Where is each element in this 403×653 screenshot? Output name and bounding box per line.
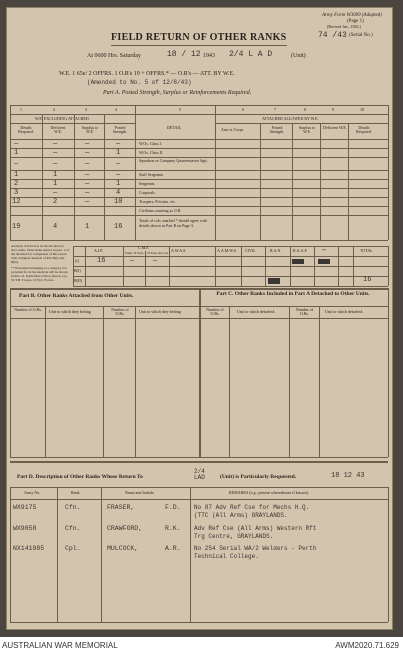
part-d-remark: Technical College. [194, 553, 259, 560]
rule [319, 306, 320, 457]
rule [73, 276, 388, 277]
part-d-initials: R.K. [165, 525, 181, 532]
rule [135, 306, 136, 457]
cell-value: — [53, 149, 58, 157]
part-d-army-no: NX141985 [13, 545, 45, 552]
archive-accession-number: AWM2020.71.629 [335, 641, 399, 650]
rule [241, 246, 242, 286]
rule [145, 251, 146, 286]
analysis-col-other: ** [322, 248, 326, 253]
col-att-surplus: Surplus to W.E. [298, 125, 316, 134]
part-d-remark: (TTC (All Arms) GRAYLANDS. [194, 512, 288, 519]
rule [10, 215, 388, 216]
cell-value: — [14, 160, 19, 168]
cell-value: — [53, 160, 58, 168]
cell-value: 2 [53, 198, 58, 206]
row-detail: Sergeants [139, 181, 155, 186]
part-d-date: 18 12 43 [331, 472, 365, 480]
cell-value: — [85, 160, 90, 168]
total-value: 16 [114, 223, 123, 231]
analysis-note-2: ** Personnel belonging to a category not provided for in the analysis will be shown in this col. Particulars will be shown, e.g., 50 T.B. Troops, 10 N.Z. Forces. [11, 266, 68, 283]
part-d-name: FRASER, [107, 504, 135, 511]
title-underline [111, 45, 287, 46]
part-c-col: Unit to which detached. [237, 309, 276, 314]
totals-label: Totals of cols. marked * should agree with details shown in Part B on Page 3. [139, 218, 207, 228]
rule [353, 246, 354, 286]
col-number-4: 4 [115, 107, 117, 112]
part-d-title: Part D. Description of Other Ranks Whose Return To [17, 474, 143, 480]
col-posted: Posted Strength. [112, 125, 128, 134]
part-c-col: Unit to which detached. [325, 309, 364, 314]
rule [215, 246, 216, 286]
col-number-1: 1 [20, 107, 22, 112]
col-arm-corps: Arm or Corps. [221, 127, 245, 132]
part-d-rank: Cfn. [65, 504, 81, 511]
part-d-title-end: (Unit) is Particularly Requested. [220, 474, 297, 480]
rule [10, 461, 388, 463]
redaction-mark [318, 259, 330, 264]
part-b-col: Unit to which they belong [49, 309, 91, 314]
analysis-col-awas: A.W.A.S. [171, 248, 187, 253]
unit-label: (Unit) [291, 53, 306, 59]
rule [215, 123, 388, 124]
cell-value: — [85, 149, 90, 157]
rule [292, 123, 293, 240]
cell-value: 1 [53, 171, 58, 179]
rule [42, 114, 43, 240]
col-deficient: Deficient W.E. [50, 125, 66, 134]
form-title: FIELD RETURN OF OTHER RANKS [111, 32, 287, 43]
rule [338, 246, 339, 286]
part-b-col: Number of O.Rs. [111, 307, 129, 316]
cell-value: — [14, 140, 19, 148]
rule [10, 105, 11, 240]
rule [314, 246, 315, 286]
rule [10, 306, 388, 307]
cell-value: — [116, 171, 121, 179]
rule [289, 306, 290, 457]
col-number-6: 6 [242, 107, 244, 112]
serial-label: (Serial No.) [349, 33, 373, 38]
analysis-row-label: B(II) [74, 278, 82, 283]
col-number-8: 8 [304, 107, 306, 112]
rule [10, 123, 135, 124]
rule [290, 246, 291, 286]
part-d-rank: Cfn. [65, 525, 81, 532]
part-a-title: Part A. Posted Strength, Surplus or Reinforcements Required. [103, 90, 252, 96]
cell-value: 10 [114, 198, 123, 206]
cell-value: — [85, 189, 90, 197]
archive-credit: AUSTRALIAN WAR MEMORIAL [2, 641, 118, 650]
rule [10, 318, 388, 319]
analysis-total-value: 16 [363, 276, 372, 284]
analysis-note: Analysis of Part A to be shown here by ALL units. Units make entries in para. 2 of the attached for completion of this return with complete analysis of Part B(I) and B(II). [11, 244, 70, 265]
cell-value: 1 [53, 180, 58, 188]
rule [73, 256, 388, 257]
detail-header: DETAIL [167, 125, 182, 130]
rule [57, 487, 58, 622]
row-detail: W.Os. Class II. [139, 150, 164, 155]
rule [73, 266, 388, 267]
rule [101, 487, 102, 622]
rule [348, 123, 349, 240]
group-right-header: ATTACHED ALLOWED BY W.E. [262, 116, 319, 121]
archive-footer [0, 637, 403, 653]
part-c-title: Part C. Other Ranks Included in Part A Detached to Other Units. [216, 291, 370, 297]
total-value: 4 [53, 223, 58, 231]
rule [10, 240, 388, 241]
row-detail: Corporals [139, 190, 155, 195]
rule [10, 487, 11, 622]
part-d-initials: F.D. [165, 504, 181, 511]
part-d-col-rank: Rank. [71, 490, 81, 495]
rule [135, 105, 136, 240]
rule [74, 114, 75, 240]
rule [10, 179, 388, 180]
time-line: At 0600 Hrs. Saturday [87, 53, 141, 59]
row-detail: Troopers, Privates, etc. [139, 199, 176, 204]
analysis-col-civil: CIVIL [245, 248, 256, 253]
analysis-col-raaf: R.A.A.F. [293, 248, 308, 253]
rule [10, 499, 388, 500]
redaction-mark [292, 259, 304, 264]
col-number-5: 5 [179, 107, 181, 112]
analysis-row-label: (i) [75, 258, 79, 263]
rule [190, 487, 191, 622]
analysis-col-ran: R.A.N. [270, 248, 282, 253]
col-att-posted: Posted Strength. [269, 125, 285, 134]
rule [388, 246, 389, 286]
rule [265, 246, 266, 286]
rule [45, 306, 46, 457]
return-date: 18 / 12 [167, 50, 201, 59]
col-att-details: Details Required. [356, 125, 372, 134]
row-detail: Staff Sergeants [139, 172, 164, 177]
analysis-cmf-over-value: — [153, 257, 158, 265]
rule [320, 123, 321, 240]
col-number-9: 9 [332, 107, 334, 112]
col-number-7: 7 [274, 107, 276, 112]
cell-value: 1 [14, 149, 19, 157]
rule [73, 286, 388, 287]
part-d-rank: Cpl. [65, 545, 81, 552]
part-d-name: MULCOCK, [107, 545, 139, 552]
part-d-col-army-no: Army No. [24, 490, 41, 495]
part-c-col: Number of O.Rs. [295, 307, 314, 316]
analysis-col-aamws: A.A.M.W.S. [217, 248, 237, 253]
rule [10, 622, 388, 623]
rule [10, 206, 388, 207]
row-detail: Squadron or Company Quartermaster Sgts. [139, 158, 208, 163]
unit-name: 2/4 L A D [229, 50, 273, 59]
rule [10, 114, 388, 115]
analysis-col-aif: A.I.F. [94, 248, 104, 253]
col-surplus: Surplus to W.E. [81, 125, 99, 134]
total-value: 19 [12, 223, 21, 231]
rule [10, 197, 388, 198]
part-b-col: Number of O.Rs. [14, 307, 42, 312]
cell-value: — [116, 160, 121, 168]
rule [10, 288, 11, 457]
revised-note: (Revised Jan., 1943.) [327, 24, 361, 29]
rule [10, 457, 388, 458]
analysis-row-label: B(I) [74, 268, 81, 273]
part-d-remark: No 2S4 Serial WA/2 Welders - Perth [194, 545, 317, 552]
rule [10, 148, 388, 149]
table-top-rule [10, 105, 388, 106]
row-detail: W.Os. Class I. [139, 141, 162, 146]
return-year: 1943 [203, 53, 215, 59]
rule [104, 114, 105, 240]
col-number-10: 10 [360, 107, 364, 112]
cell-value: 4 [116, 189, 121, 197]
cell-value: — [53, 140, 58, 148]
cell-value: 2 [14, 180, 19, 188]
cell-value: 1 [116, 180, 121, 188]
rule [260, 123, 261, 240]
analysis-col-cmf: C.M.F. [138, 245, 150, 250]
rule [10, 188, 388, 189]
part-d-army-no: WX9858 [13, 525, 37, 532]
part-d-col-remarks: REMARKS (e.g., present whereabouts if known). [229, 490, 309, 495]
rule [388, 288, 389, 457]
form-reference: Army Form W3009 (Adapted) [322, 13, 382, 18]
col-number-3: 3 [85, 107, 87, 112]
rule [199, 288, 201, 457]
group-left-header: W.E. EXCLUDING ATTACHED. [35, 116, 90, 121]
cell-value: — [116, 140, 121, 148]
col-att-deficient: Deficient W.E. [323, 125, 347, 130]
rule [388, 487, 389, 622]
rule [388, 105, 389, 240]
cell-value: — [85, 198, 90, 206]
cell-value: 12 [12, 198, 21, 206]
rule [229, 306, 230, 457]
rule [215, 105, 216, 240]
part-d-initials: A.R. [165, 545, 181, 552]
serial-number: 74 /43 [318, 31, 347, 40]
rule [169, 246, 170, 286]
page-reference: (Page 1) [347, 19, 364, 24]
analysis-aif-value: 16 [97, 257, 106, 265]
redaction-mark [268, 278, 280, 284]
analysis-col-total: TOTAL [360, 248, 373, 253]
part-d-unit: 2/4 LAD [194, 468, 205, 481]
part-d-name: CRAWFORD, [107, 525, 143, 532]
field-return-form [6, 7, 393, 630]
part-b-col: Unit to which they belong [139, 309, 181, 314]
cell-value: 1 [14, 171, 19, 179]
row-detail: Civilians counting as O.R. [139, 208, 182, 213]
we-amendment: (Amended to No. 5 of 12/8/43) [87, 79, 192, 86]
analysis-cmf-over: 19 Years and over [147, 251, 169, 255]
col-details-required: Details Required. [18, 125, 34, 134]
we-line: W.E. 1 65e/ 2 OFFRS. 1 O.R's 19 + OFFRS.* — O.R's — ATT. BY W.E. [59, 71, 235, 77]
analysis-cmf-under: Under 19 Years [125, 251, 144, 255]
part-d-remark: No 87 Adv Ref Cse for Mechs H.Q. [194, 504, 310, 511]
cell-value: 3 [14, 189, 19, 197]
rule [85, 246, 86, 286]
part-d-remark: Trg Centre, GRAYLANDS. [194, 533, 274, 540]
part-d-remark: Adv Ref Cse (All Arms) Western Rft [194, 525, 317, 532]
part-c-col: Number of O.Rs. [206, 307, 224, 316]
cell-value: 1 [116, 149, 121, 157]
rule [73, 246, 388, 247]
rule [10, 139, 388, 140]
rule [10, 170, 388, 171]
part-d-col-name: Name and Initials. [125, 490, 155, 495]
part-b-title: Part B. Other Ranks Attached from Other Units. [19, 293, 134, 299]
col-number-2: 2 [53, 107, 55, 112]
cell-value: — [53, 189, 58, 197]
cell-value: — [85, 171, 90, 179]
analysis-cmf-under-value: — [130, 257, 135, 265]
part-d-army-no: WX9175 [13, 504, 37, 511]
rule [103, 306, 104, 457]
total-value: 1 [85, 223, 90, 231]
rule [123, 246, 124, 286]
cell-value: — [85, 140, 90, 148]
rule [10, 487, 388, 488]
cell-value: — [85, 180, 90, 188]
